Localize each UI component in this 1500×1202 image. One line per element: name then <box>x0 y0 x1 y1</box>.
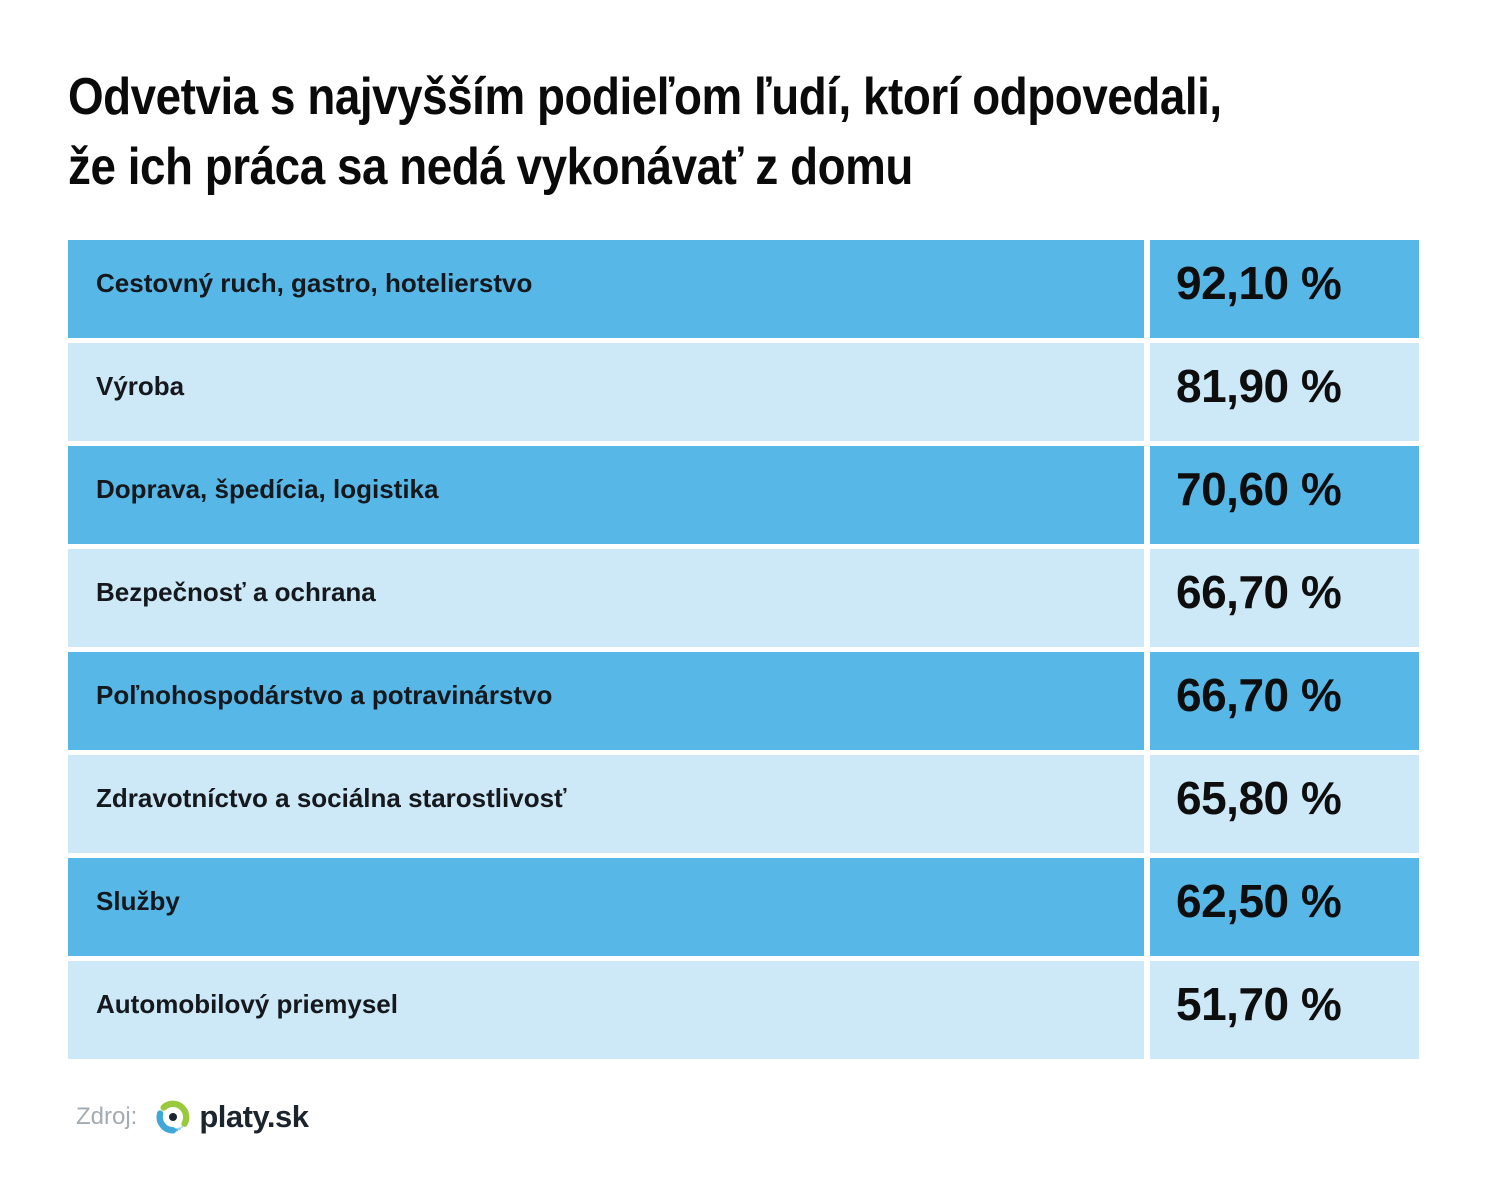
row-value: 66,70 % <box>1150 652 1419 750</box>
table-row <box>68 240 1419 338</box>
table-row <box>68 755 1419 853</box>
row-label: Výroba <box>68 343 1144 441</box>
table-row <box>68 652 1419 750</box>
row-value: 66,70 % <box>1150 549 1419 647</box>
platy-logo-text: platy.sk <box>199 1099 309 1134</box>
row-label: Cestovný ruch, gastro, hotelierstvo <box>68 240 1144 338</box>
platy-logo <box>153 1097 308 1137</box>
row-value: 51,70 % <box>1150 961 1419 1059</box>
table-row <box>68 858 1419 956</box>
source-footer <box>76 1096 309 1138</box>
row-value: 81,90 % <box>1150 343 1419 441</box>
source-label: Zdroj: <box>76 1103 138 1130</box>
table-row <box>68 549 1419 647</box>
page-title <box>68 62 1222 202</box>
data-table <box>68 240 1419 1059</box>
row-value: 62,50 % <box>1150 858 1419 956</box>
row-value: 70,60 % <box>1150 446 1419 544</box>
table-row <box>68 446 1419 544</box>
row-value: 65,80 % <box>1150 755 1419 853</box>
row-label: Bezpečnosť a ochrana <box>68 549 1144 647</box>
platy-logo-icon <box>153 1097 193 1137</box>
row-value: 92,10 % <box>1150 240 1419 338</box>
row-label: Automobilový priemysel <box>68 961 1144 1059</box>
row-label: Poľnohospodárstvo a potravinárstvo <box>68 652 1144 750</box>
table-row <box>68 343 1419 441</box>
row-label: Doprava, špedícia, logistika <box>68 446 1144 544</box>
row-label: Služby <box>68 858 1144 956</box>
page-title-line-1: Odvetvia s najvyšším podieľom ľudí, ktorí odpovedali, <box>68 68 1222 126</box>
row-label: Zdravotníctvo a sociálna starostlivosť <box>68 755 1144 853</box>
page-title-line-2: že ich práca sa nedá vykonávať z domu <box>68 138 913 196</box>
table-row <box>68 961 1419 1059</box>
